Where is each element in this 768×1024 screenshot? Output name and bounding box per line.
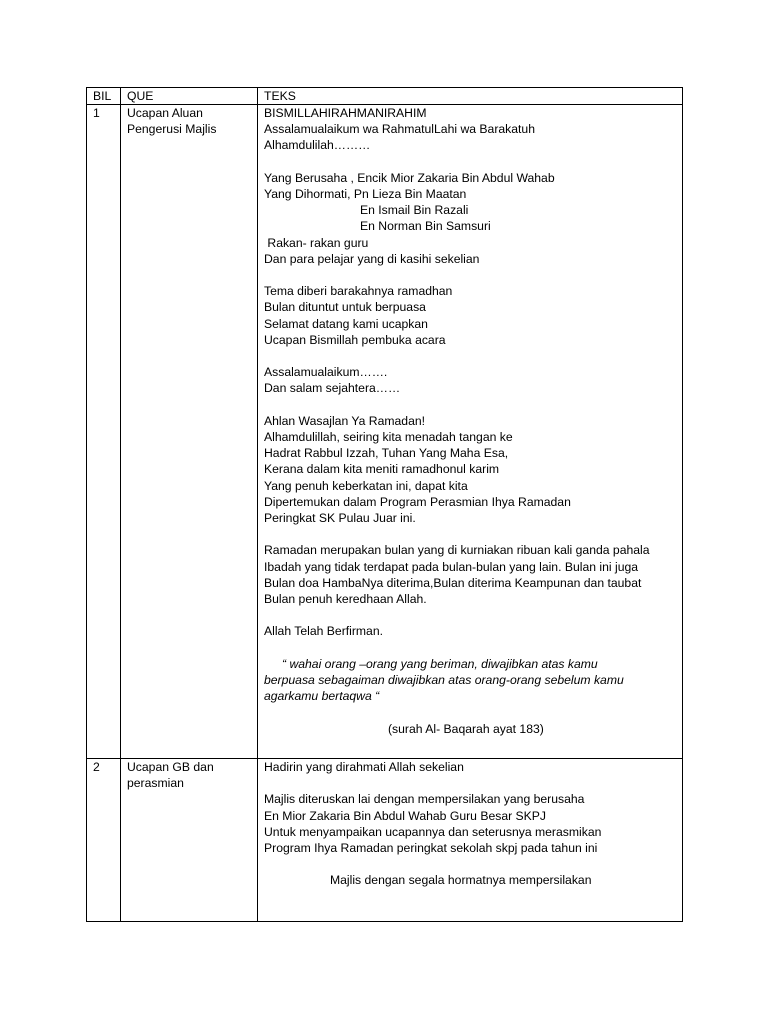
paragraph-gap [264,154,676,170]
header-bil: BIL [87,88,121,105]
header-que: QUE [121,88,258,105]
paragraph-gap [264,704,676,720]
body-line: En Mior Zakaria Bin Abdul Wahab Guru Besar SKPJ [264,808,547,823]
row-1-teks [258,105,683,759]
quote-line: “ wahai orang –orang yang beriman, diwajibkan atas kamu [282,656,598,671]
bil-number: 2 [93,760,100,774]
ahlan-line: Dipertemukan dalam Program Perasmian Ihya Ramadan [264,494,571,509]
paragraph-gap [264,526,676,542]
audience-line: Rakan- rakan guru [264,235,369,250]
surah-reference: (surah Al- Baqarah ayat 183) [388,721,544,736]
row-1-que [121,105,258,759]
table-row [87,759,683,922]
salam-line: Dan salam sejahtera…… [264,381,401,396]
que-line: perasmian [127,776,184,791]
que-line: Ucapan GB dan [127,760,214,774]
paragraph-gap [264,856,676,872]
body-line: Program Ihya Ramadan peringkat sekolah skpj pada tahun ini [264,841,598,855]
firman-line: Allah Telah Berfirman. [264,624,383,639]
header-teks: TEKS [258,88,683,105]
pantun-line: Ucapan Bismillah pembuka acara [264,332,446,347]
que-line: Pengerusi Majlis [127,122,217,137]
ahlan-line: Hadrat Rabbul Izzah, Tuhan Yang Maha Esa, [264,446,509,461]
row-2-bil [87,759,121,922]
bil-number: 1 [93,106,100,120]
ramadan-line: Ramadan merupakan bulan yang di kurniakan ribuan kali ganda pahala [264,543,650,558]
ahlan-line: Alhamdulillah, seiring kita menadah tangan ke [264,430,513,444]
opening-line: BISMILLAHIRAHMANIRAHIM [264,106,427,120]
row-1-bil [87,105,121,759]
paragraph-gap [264,267,676,283]
body-line: Majlis diteruskan lai dengan mempersilakan yang berusaha [264,792,585,807]
pantun-line: Tema diberi barakahnya ramadhan [264,284,453,299]
dignitary-indented-line: En Norman Bin Samsuri [360,219,491,234]
majlis-script-table [86,87,683,922]
row-2-teks [258,759,683,922]
paragraph-gap [264,348,676,364]
audience-line: Dan para pelajar yang di kasihi sekelian [264,251,480,266]
paragraph-gap [264,640,676,656]
dignitary-line: Yang Berusaha , Encik Mior Zakaria Bin Abdul Wahab [264,170,555,185]
opening-line: Assalamualaikum wa RahmatulLahi wa Barakatuh [264,122,535,137]
table-row [87,105,683,759]
ramadan-line: Bulan penuh keredhaan Allah. [264,592,427,607]
body-line: Untuk menyampaikan ucapannya dan seterusnya merasmikan [264,824,602,839]
ahlan-line: Yang penuh keberkatan ini, dapat kita [264,478,468,493]
que-line: Ucapan Aluan [127,106,203,120]
pantun-line: Selamat datang kami ucapkan [264,316,428,331]
closing-line: Majlis dengan segala hormatnya mempersilakan [330,873,592,888]
table-header-row [87,88,683,105]
row-2-que [121,759,258,922]
ahlan-line: Kerana dalam kita meniti ramadhonul karim [264,462,500,477]
paragraph-gap [264,607,676,623]
dignitary-line: Yang Dihormati, Pn Lieza Bin Maatan [264,187,467,201]
ramadan-line: Bulan doa HambaNya diterima,Bulan diterima Keampunan dan taubat [264,575,642,590]
opening-line: Alhamdulilah……… [264,138,371,153]
paragraph-gap [264,775,676,791]
greeting-line: Hadirin yang dirahmati Allah sekelian [264,760,464,774]
salam-line: Assalamualaikum……. [264,365,388,380]
ahlan-line: Ahlan Wasajlan Ya Ramadan! [264,413,426,428]
pantun-line: Bulan dituntut untuk berpuasa [264,300,426,315]
paragraph-gap [264,397,676,413]
dignitary-indented-line: En Ismail Bin Razali [360,203,469,218]
ramadan-line: Ibadah yang tidak terdapat pada bulan-bulan yang lain. Bulan ini juga [264,559,639,574]
ahlan-line: Peringkat SK Pulau Juar ini. [264,511,416,526]
quote-line: berpuasa sebagaiman diwajibkan atas orang-orang sebelum kamu [264,673,624,687]
quote-line: agarkamu bertaqwa “ [264,689,380,704]
